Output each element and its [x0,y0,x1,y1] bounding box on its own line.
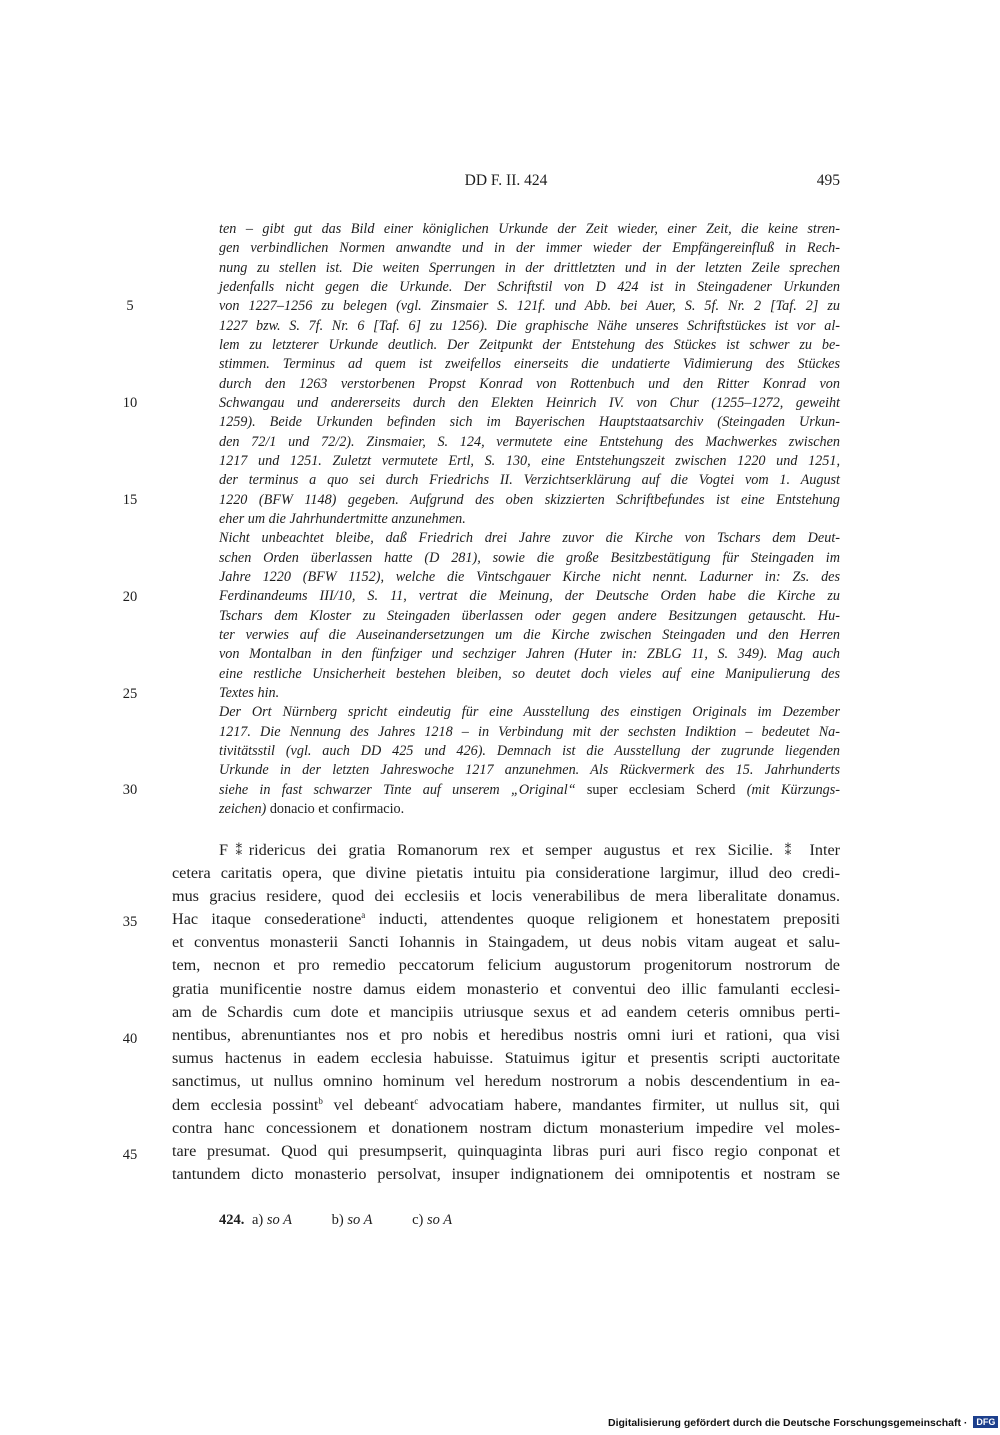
charter-line: contra hanc concessionem et donationem nostram dictum monasterium impedire vel moles- [172,1118,840,1137]
running-header [172,172,840,196]
commentary-line: 1227 bzw. S. 7f. Nr. 6 [Taf. 6] zu 1256). Die graphische Nähe unseres Schriftstückes ist vor al- [219,317,840,334]
commentary-line: ten – gibt gut das Bild einer königlichen Urkunde der Zeit wieder, einer Zeit, die keine stren- [219,221,840,237]
commentary-line: Jahre 1220 (BFW 1152), welche die Vintschgauer Kirche nicht nennt. Ladurner in: Zs. des [219,568,840,585]
charter-line: am de Schardis cum dote et mancipiis utriusque sexus et ad eandem ceteris omnibus perti- [172,1002,840,1021]
commentary-line: Tschars dem Kloster zu Steingaden überlassen oder gegen andere Besitzungen getauscht. Hu- [219,607,840,624]
commentary-line: siehe in fast schwarzer Tinte auf unserem „Original“ super ecclesiam Scherd (mit Kürzungs- [219,781,841,798]
commentary-line: Ferdinandeums III/10, S. 11, vertrat die Meinung, der Deutsche Orden habe die Kirche zu [219,588,840,605]
charter-line: cetera caritatis opera, que divine pietatis intuitu pia consideratione largimur, illud deo credi- [172,863,840,882]
footnote-c: c) so A [412,1212,453,1228]
line-number: 30 [122,782,138,798]
commentary-line: Textes hin. [219,684,280,701]
line-number: 40 [122,1031,138,1047]
charter-line: F⁑ridericus dei gratia Romanorum rex et semper augustus et rex Sicilie. ⁑ Inter [219,841,841,859]
line-number: 10 [122,395,138,411]
commentary-line: nung zu stellen ist. Die weiten Sperrungen in der drittletzten und in der letzten Zeile sprechen [219,259,840,276]
charter-line: sanctimus, ut nullus omnino hominum vel heredum nostrorum a nobis descendentium in ea- [172,1072,840,1091]
commentary-line: durch den 1263 verstorbenen Propst Konrad von Rottenbuch und den Ritter Konrad von [219,375,840,392]
line-number: 35 [122,914,138,930]
commentary-line: eine restliche Unsicherheit bestehen bleiben, so deutet doch vieles auf eine Manipulierung des [219,665,840,682]
commentary-line: 1217. Die Nennung des Jahres 1218 – in Verbindung mit der sechsten Indiktion – bedeutet Na- [219,723,840,740]
line-number: 20 [122,589,138,605]
ornament-icon: ⁑ [784,843,798,858]
commentary-line: den 72/1 und 72/2). Zinsmaier, S. 124, vermutete eine Entstehung des Machwerkes zwischen [219,433,840,450]
charter-line: Hac itaque consederatione$^a$ inducti, attendentes quoque religionem et honestatem prepositi [172,909,840,928]
ornament-icon: ⁑ [228,843,249,858]
line-number: 45 [122,1147,138,1163]
line-number: 25 [122,686,138,702]
footnote-b: b) so A [331,1212,373,1228]
charter-line: nentibus, abrenuntiantes nos et pro nobis et heredibus nostris omni iuri et rationi, qua visi [172,1025,840,1044]
charter-line: gratia munificentie nostre damus eidem monasterio et conventui deo illic famulanti ecclesi- [172,979,840,998]
commentary-line: Der Ort Nürnberg spricht eindeutig für eine Ausstellung des einstigen Originals im Dezember [219,704,840,721]
commentary-line: schen Orden überlassen hatte (D 281), sowie die große Besitzbestätigung für Steingaden im [219,549,840,566]
commentary-line: eher um die Jahrhundertmitte anzunehmen. [219,510,466,527]
commentary-line: gen verbindlichen Normen anwandte und in der immer wieder der Empfängereinfluß in Rech- [219,240,840,257]
commentary-line: jedenfalls nicht gegen die Urkunde. Der Schriftstil von D 424 ist in Steingadener Urkunden [219,278,840,295]
commentary-line: ter verwies auf die Auseinandersetzungen um die Kirche zwischen Steingaden und den Herren [219,626,840,643]
charter-line: mus gracius residere, quod dei ecclesiis et locis venerabilibus de mera liberalitate donamus. [172,886,840,905]
page-number: 495 [816,172,840,189]
dfg-logo: DFG [973,1416,998,1428]
commentary-line: 1259). Beide Urkunden befinden sich im Bayerischen Hauptstaatsarchiv (Steingaden Urkun- [219,414,840,431]
charter-line: tem, necnon et pro remedio peccatorum felicium augustorum progenitorum nostrorum de [172,956,840,975]
footnote-a: a) so A [252,1212,293,1228]
commentary-line: stimmen. Terminus ad quem ist zweifellos einerseits die undatierte Vidimierung des Stückes [219,356,840,373]
commentary-line: tivitätsstil (vgl. auch DD 425 und 426). Demnach ist die Ausstellung der zugrunde liegenden [219,742,840,759]
commentary-line: der terminus a quo sei durch Friedrichs II. Verzichtserklärung auf die Vogtei vom 1. August [219,472,840,489]
charter-line: sumus hactenus in eadem ecclesia habuisse. Statuimus igitur et presentis scripti auctoritate [172,1049,840,1068]
charter-line: dem ecclesia possint$^b$ vel debeant$^c$ advocatiam habere, mandantes firmiter, ut nullus sit, qui [172,1095,840,1114]
commentary-line: von Montalban in den fünfziger und sechziger Jahren (Huter in: ZBLG 11, S. 349). Mag auch [219,646,840,663]
commentary-line: lem zu letzterer Urkunde deutlich. Der Zeitpunkt der Entstehung des Stückes ist schwer zu be- [219,336,840,353]
charter-line: tantundem dicto monasterio persolvat, insuper indignationem dei omnipotentis et nostram se [172,1165,840,1184]
commentary-line: Urkunde in der letzten Jahreswoche 1217 anzunehmen. Als Rückvermerk des 15. Jahrhunderts [219,762,840,779]
line-number: 15 [122,492,138,508]
commentary-line: 1217 und 1251. Zuletzt vermutete Ertl, S. 130, eine Entstehungszeit zwischen 1220 und 1251, [219,452,840,469]
line-number: 5 [126,298,134,314]
commentary-line: zeichen) donacio et confirmacio. [219,801,405,817]
running-title: DD F. II. 424 [464,172,548,189]
digitization-credit: Digitalisierung gefördert durch die Deutsche Forschungsgemeinschaft · DFG [608,1416,998,1432]
commentary-line: Schwangau und andererseits durch den Elekten Heinrich IV. von Chur (1255–1272, geweiht [219,394,840,411]
commentary-line: 1220 (BFW 1148) gegeben. Aufgrund des oben skizzierten Schriftbefundes ist eine Entstehung [219,491,840,508]
charter-line: et conventus monasterii Sancti Iohannis in Staingadem, ut deus nobis vitam augeat et salu- [172,933,840,952]
footnotes [219,1212,488,1229]
footnote-ref: 424. [219,1212,245,1228]
commentary-line: Nicht unbeachtet bleibe, daß Friedrich drei Jahre zuvor die Kirche von Tschars dem Deut- [219,530,840,547]
commentary-line: von 1227–1256 zu belegen (vgl. Zinsmaier S. 121f. und Abb. bei Auer, S. 5f. Nr. 2 [Taf. 2] zu [219,298,840,315]
initial-letter: F [219,841,229,859]
charter-line: tare presumat. Quod qui presumpserit, quinquaginta libras puri auri fisco regio conponat et [172,1141,840,1160]
